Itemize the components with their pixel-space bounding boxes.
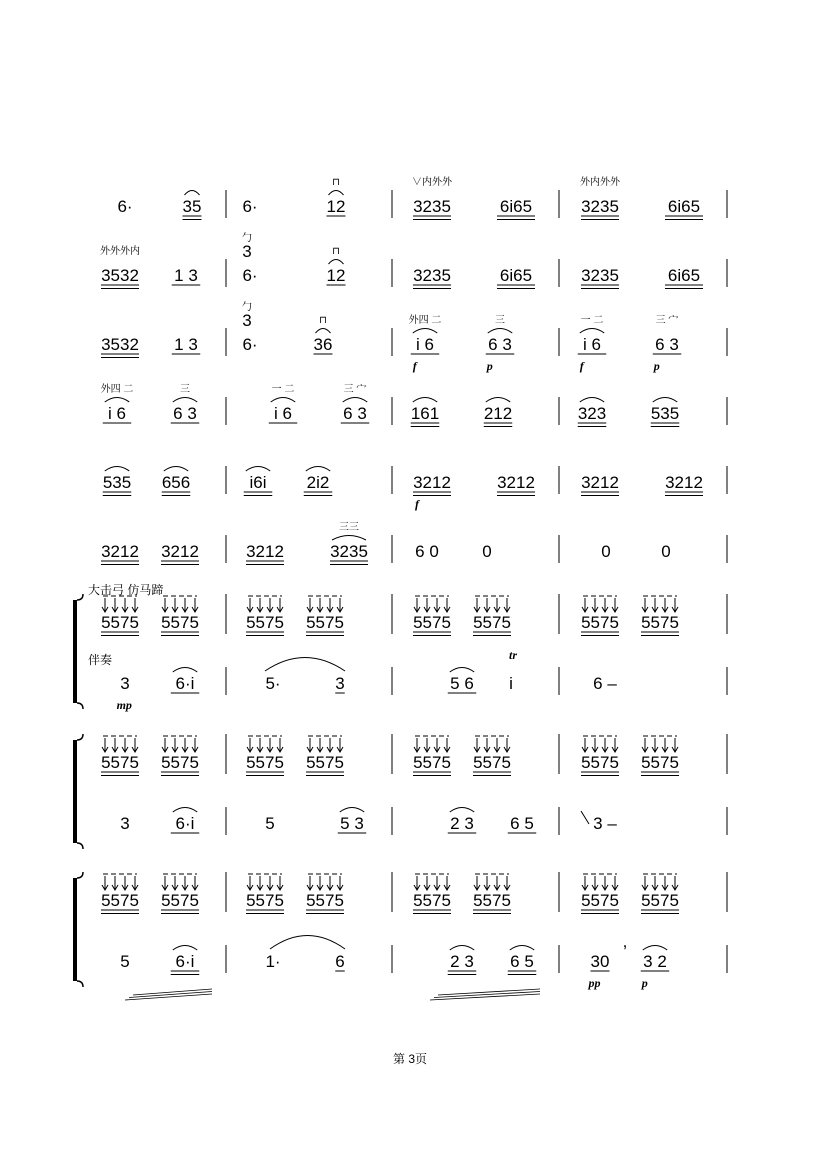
dynamic-mark: p [641,976,648,990]
slur [413,329,438,334]
bowing-mark: ⊓ [332,177,340,188]
trill-mark: tr [508,648,518,662]
bowing-mark: ∨内外外 [412,177,452,188]
system1-note: 6·i [175,674,195,693]
system1-note: 3 [335,674,345,693]
percussion-note: 5575 [413,891,451,910]
percussion-label: 大击弓 仿马蹄 [88,583,164,597]
row1-note: 35 [182,197,202,216]
slur [271,398,296,403]
row3-note: 6· [242,335,258,354]
row4-note: i 6 [274,404,292,423]
system3-note: 30 [590,952,610,971]
row5-note: 535 [102,473,132,492]
bowing-mark: 外内外外 [580,177,620,188]
row4-note: 212 [483,404,513,423]
brace-bottom [77,981,83,987]
row2-note: 6i65 [667,266,701,285]
fingering-mark: 勹 [242,302,252,313]
slur [246,467,271,472]
percussion-note: 5575 [246,753,284,772]
arrow-mark [581,811,589,824]
row2-note: 6i65 [499,266,533,285]
row5-note: 3212 [497,473,535,492]
percussion-note: 5575 [101,753,139,772]
row6-note: 0 [601,542,611,561]
row2-note: 3235 [413,266,451,285]
system-brace-bar [73,878,77,981]
dynamic-mark: pp [588,976,601,990]
slur [340,808,365,813]
bowing-mark: 三 宀 [343,384,367,395]
dynamic-mark: mp [116,698,132,712]
slur [580,398,605,403]
slur [173,808,198,813]
page-number: 第 3页 [392,1052,427,1066]
system3-note: 6 [335,952,345,971]
bowing-mark: 三 宀 [655,315,679,326]
slur [653,398,678,403]
system2-note: 6·i [175,814,195,833]
row3-note: 1 3 [174,335,198,354]
row4-note: 6 3 [343,404,367,423]
system3-note: 5 [120,952,130,971]
system2-note: 3 – [593,814,617,833]
percussion-note: 5575 [413,613,451,632]
slur [329,191,344,196]
dynamic-mark: f [579,359,584,373]
row1-note: 6· [242,197,258,216]
slur [450,808,475,813]
row4-note: i 6 [108,404,126,423]
dynamic-mark: f [415,497,419,511]
bowing-mark: 外四 二 [100,384,134,395]
row6-note: 3212 [161,542,199,561]
percussion-note: 5575 [101,891,139,910]
slur [643,946,668,951]
bowing-mark: 一 二 [580,315,604,326]
system1-note: 6 – [593,674,617,693]
system3-note: 6·i [175,952,195,971]
slur [343,398,368,403]
row6-note: 3212 [101,542,139,561]
row2-note: 12 [326,266,346,285]
percussion-note: 5575 [641,613,679,632]
percussion-note: 5575 [473,613,511,632]
percussion-note: 5575 [101,613,139,632]
slur [316,329,331,334]
row5-note: 3212 [581,473,619,492]
fingering-mark: 勹 [242,233,252,244]
percussion-note: 5575 [641,891,679,910]
row6-note: 6 0 [415,542,439,561]
breath-mark: , [622,932,628,951]
percussion-note: 5575 [161,891,199,910]
row4-note: 323 [577,404,607,423]
slur [580,329,605,334]
percussion-note: 5575 [161,753,199,772]
slur [185,191,200,196]
system2-note: 2 3 [450,814,474,833]
row6-note: 3235 [330,542,368,561]
system3-note: 1· [265,952,281,971]
percussion-note: 5575 [306,613,344,632]
row3-note: 36 [313,335,333,354]
system-brace-bar [73,740,77,843]
row6-note: 0 [482,542,492,561]
percussion-note: 5575 [473,753,511,772]
slur [413,398,438,403]
system2-note: 6 5 [510,814,534,833]
percussion-note: 5575 [581,613,619,632]
bowing-mark: 外四 二 [408,315,442,326]
dynamic-mark: p [653,359,660,373]
bowing-mark: ⊓ [332,246,340,257]
percussion-note: 5575 [246,891,284,910]
row1-note: 12 [326,197,346,216]
row1-note: 6i65 [667,197,701,216]
slur [488,329,513,334]
brace-bottom [77,703,83,709]
row5-note: 3212 [665,473,703,492]
slur [329,260,344,265]
row4-note: 161 [410,404,440,423]
system-brace-bar [73,600,77,703]
bowing-mark: 三 [180,384,190,395]
slur [450,668,475,673]
row2-note: 3532 [101,266,139,285]
percussion-note: 5575 [306,891,344,910]
slur [510,946,535,951]
row3-note: 6 3 [655,335,679,354]
row3-note: 6 3 [488,335,512,354]
slur [332,536,366,541]
bowing-mark: 一 二 [271,384,295,395]
percussion-note: 5575 [581,891,619,910]
system1-note: 3 [120,674,130,693]
row1-note: 3235 [413,197,451,216]
bowing-mark: 三三 [339,522,359,533]
row5-note: 656 [161,473,191,492]
row3-note: i 6 [583,335,601,354]
bowing-mark: 外外外内 [100,246,140,257]
slur [164,467,189,472]
percussion-note: 5575 [641,753,679,772]
percussion-note: 5575 [246,613,284,632]
long-slur [270,936,345,950]
grace-note: 3 [242,242,252,261]
row3-note: i 6 [416,335,434,354]
row1-note: 6i65 [499,197,533,216]
system1-note: 5· [265,674,281,693]
row1-note: 6· [117,197,133,216]
slur [173,398,198,403]
row1-note: 3235 [581,197,619,216]
percussion-note: 5575 [413,753,451,772]
percussion-note: 5575 [473,891,511,910]
slur [486,398,511,403]
system3-note: 2 3 [450,952,474,971]
row3-note: 3532 [101,335,139,354]
percussion-note: 5575 [306,753,344,772]
grace-note: 3 [242,311,252,330]
dynamic-mark: p [486,359,493,373]
dynamic-mark: f [412,359,417,373]
row2-note: 6· [242,266,258,285]
slur [105,467,130,472]
system3-note: 6 5 [510,952,534,971]
brace-top [77,872,83,878]
row2-note: 3235 [581,266,619,285]
slur [173,946,198,951]
accompaniment-label: 伴奏 [88,653,113,667]
system1-note: i [509,674,513,693]
brace-bottom [77,843,83,849]
row5-note: 3212 [413,473,451,492]
brace-top [77,594,83,600]
system3-note: 3 2 [643,952,667,971]
system2-note: 5 3 [340,814,364,833]
row6-note: 0 [661,542,671,561]
bowing-mark: ⊓ [319,315,327,326]
row6-note: 3212 [246,542,284,561]
row5-note: i6i [249,473,267,492]
system1-note: 5 6 [450,674,474,693]
percussion-note: 5575 [581,753,619,772]
long-slur [265,658,345,672]
bowing-mark: 三 [495,315,505,326]
row5-note: 2i2 [306,473,330,492]
slur [306,467,331,472]
row4-note: 6 3 [173,404,197,423]
brace-top [77,734,83,740]
row2-note: 1 3 [174,266,198,285]
percussion-note: 5575 [161,613,199,632]
slur [105,398,130,403]
row4-note: 535 [650,404,680,423]
system2-note: 3 [120,814,130,833]
slur [450,946,475,951]
slur [173,668,198,673]
system2-note: 5 [265,814,275,833]
